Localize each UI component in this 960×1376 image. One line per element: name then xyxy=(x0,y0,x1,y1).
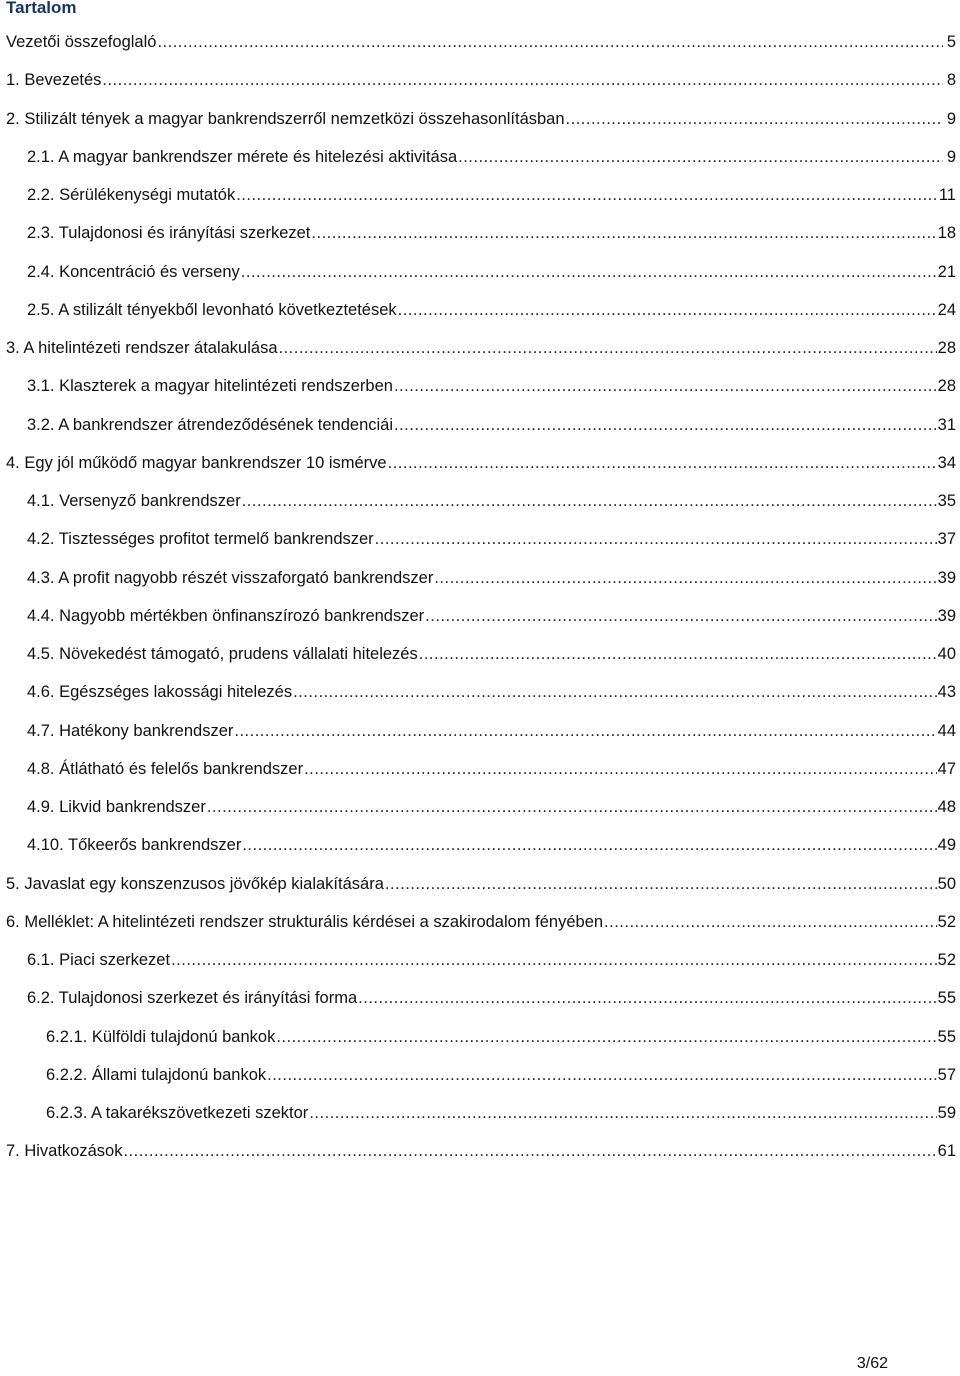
toc-entry-text: 4.5. Növekedést támogató, prudens vállalati hitelezés xyxy=(27,645,418,663)
toc-entry-page: 48 xyxy=(937,798,956,816)
toc-entry-text: 4.1. Versenyző bankrendszer xyxy=(27,492,241,510)
toc-entry-page: 35 xyxy=(937,492,956,510)
toc-entry-page: 11 xyxy=(938,186,956,204)
toc-entry-text: 4.6. Egészséges lakossági hitelezés xyxy=(27,683,293,702)
toc-dot-leader xyxy=(171,941,937,979)
toc-entry-text: 3.2. A bankrendszer átrendeződésének tendenciái xyxy=(27,415,394,434)
toc-entry[interactable] xyxy=(6,788,960,826)
toc-entry[interactable] xyxy=(6,214,960,252)
toc-entry-text: 3.1. Klaszterek a magyar hitelintézeti rendszerben xyxy=(27,377,393,396)
toc-entry-page: 43 xyxy=(937,683,956,702)
toc-entry[interactable] xyxy=(6,1094,960,1132)
toc-entry[interactable] xyxy=(6,367,960,405)
toc-dot-leader xyxy=(398,291,937,329)
toc-entry-page: 9 xyxy=(946,147,956,166)
toc-entry-page: 49 xyxy=(937,836,956,855)
toc-entry[interactable] xyxy=(6,253,960,291)
toc-entry-page: 28 xyxy=(937,339,956,357)
toc-entry-page: 34 xyxy=(937,453,956,472)
toc-dot-leader xyxy=(375,520,937,558)
toc-entry[interactable] xyxy=(6,329,960,367)
toc-entry-text: 4.2. Tisztességes profitot termelő bankrendszer xyxy=(27,530,374,549)
toc-entry-page: 44 xyxy=(937,721,956,740)
toc-entry-page: 37 xyxy=(937,530,956,549)
toc-entry[interactable] xyxy=(6,1056,960,1094)
toc-entry[interactable] xyxy=(6,597,960,635)
toc-entry-page: 40 xyxy=(937,645,956,663)
toc-entry[interactable] xyxy=(6,61,960,99)
toc-dot-leader xyxy=(394,406,937,444)
toc-entry-page: 28 xyxy=(937,377,956,396)
toc-entry[interactable] xyxy=(6,673,960,711)
toc-entry-page: 31 xyxy=(937,415,956,434)
toc-dot-leader xyxy=(385,865,937,903)
toc-dot-leader xyxy=(267,1056,937,1094)
toc-entry-page: 18 xyxy=(937,224,956,243)
toc-entry-page: 5 xyxy=(946,33,956,51)
toc-entry[interactable] xyxy=(6,520,960,558)
toc-dot-leader xyxy=(388,444,937,482)
toc-entry[interactable] xyxy=(6,176,960,214)
toc-entry-text: 2.5. A stilizált tényekből levonható következtetések xyxy=(27,300,397,319)
toc-entry-text: 6.2. Tulajdonosi szerkezet és irányítási forma xyxy=(27,989,358,1008)
toc-dot-leader xyxy=(394,367,937,405)
toc-dot-leader xyxy=(279,329,937,367)
toc-entry-text: 4. Egy jól működő magyar bankrendszer 10 ismérve xyxy=(6,453,387,472)
toc-entry-text: 2.4. Koncentráció és verseny xyxy=(27,262,240,281)
toc-entry-page: 61 xyxy=(937,1142,956,1161)
toc-entry-text: 3. A hitelintézeti rendszer átalakulása xyxy=(6,339,278,357)
toc-entry[interactable] xyxy=(6,482,960,520)
toc-entry[interactable] xyxy=(6,865,960,903)
toc-entry[interactable] xyxy=(6,941,960,979)
toc-entry[interactable] xyxy=(6,100,960,138)
toc-entry[interactable] xyxy=(6,826,960,864)
toc-entry-page: 55 xyxy=(937,989,956,1008)
toc-entry-text: 6.2.1. Külföldi tulajdonú bankok xyxy=(46,1027,276,1046)
toc-entry[interactable] xyxy=(6,1018,960,1056)
toc-entry-text: 4.7. Hatékony bankrendszer xyxy=(27,721,234,740)
toc-dot-leader xyxy=(604,903,937,941)
toc-entry-page: 47 xyxy=(937,759,956,778)
toc-entry-text: 4.9. Likvid bankrendszer xyxy=(27,798,206,816)
toc-entry[interactable] xyxy=(6,979,960,1017)
toc-entry-text: 6.2.2. Állami tulajdonú bankok xyxy=(46,1065,267,1084)
toc-entry[interactable] xyxy=(6,444,960,482)
toc-entry-text: 4.3. A profit nagyobb részét visszaforgató bankrendszer xyxy=(27,568,434,587)
toc-entry[interactable] xyxy=(6,559,960,597)
toc-entry[interactable] xyxy=(6,635,960,673)
toc-entry-page: 21 xyxy=(937,262,956,281)
toc-entry[interactable] xyxy=(6,903,960,941)
toc-dot-leader xyxy=(304,750,937,788)
toc-entry[interactable] xyxy=(6,406,960,444)
toc-dot-leader xyxy=(123,1132,936,1170)
toc-dot-leader xyxy=(309,1094,936,1132)
toc-dot-leader xyxy=(419,635,937,673)
toc-dot-leader xyxy=(311,214,936,252)
toc-entry-text: 2.2. Sérülékenységi mutatók xyxy=(27,186,236,204)
toc-entry[interactable] xyxy=(6,138,960,176)
toc-entry-text: 2.3. Tulajdonosi és irányítási szerkezet xyxy=(27,224,311,243)
toc-dot-leader xyxy=(157,23,943,61)
toc-entry-text: 2.1. A magyar bankrendszer mérete és hitelezési aktivitása xyxy=(27,147,458,166)
toc-dot-leader xyxy=(566,100,943,138)
toc-title: Tartalom xyxy=(6,0,77,17)
toc-entry-text: 1. Bevezetés xyxy=(6,71,102,90)
toc-dot-leader xyxy=(234,712,936,750)
toc-entry-page: 52 xyxy=(937,951,956,969)
toc-dot-leader xyxy=(242,482,937,520)
toc-dot-leader xyxy=(358,979,936,1017)
toc-entry-page: 9 xyxy=(946,109,956,128)
toc-entry-page: 24 xyxy=(937,300,956,319)
toc-entry[interactable] xyxy=(6,1132,960,1170)
toc-dot-leader xyxy=(293,673,937,711)
toc-entry-text: 2. Stilizált tények a magyar bankrendszerről nemzetközi összehasonlításban xyxy=(6,109,565,128)
toc-dot-leader xyxy=(241,253,937,291)
toc-entry-page: 8 xyxy=(946,71,956,90)
toc-entry-text: 5. Javaslat egy konszenzusos jövőkép kialakítására xyxy=(6,874,384,893)
toc-entry-text: 4.10. Tőkeerős bankrendszer xyxy=(27,836,242,855)
toc-dot-leader xyxy=(276,1018,936,1056)
toc-entry[interactable] xyxy=(6,291,960,329)
toc-dot-leader xyxy=(434,559,936,597)
toc-entry[interactable] xyxy=(6,23,960,61)
toc-entry-page: 39 xyxy=(937,606,956,625)
toc-entry-page: 52 xyxy=(937,912,956,931)
toc-dot-leader xyxy=(425,597,936,635)
toc-entry[interactable] xyxy=(6,712,960,750)
toc-entry-text: 6.2.3. A takarékszövetkezeti szektor xyxy=(46,1104,309,1122)
toc-entry-page: 55 xyxy=(937,1027,956,1046)
toc-entry-text: 4.8. Átlátható és felelős bankrendszer xyxy=(27,759,304,778)
toc-dot-leader xyxy=(102,61,943,99)
toc-dot-leader xyxy=(236,176,938,214)
toc-entry-page: 50 xyxy=(937,874,956,893)
toc-dot-leader xyxy=(458,138,943,176)
toc-entry-page: 59 xyxy=(937,1104,956,1122)
toc-dot-leader xyxy=(242,826,936,864)
page-number: 3/62 xyxy=(856,1355,888,1372)
toc-entry-page: 57 xyxy=(937,1065,956,1084)
toc-entry-text: Vezetői összefoglaló xyxy=(6,33,157,51)
toc-entry[interactable] xyxy=(6,750,960,788)
toc-entry-page: 39 xyxy=(937,568,956,587)
toc-entry-text: 6. Melléklet: A hitelintézeti rendszer strukturális kérdései a szakirodalom fényében xyxy=(6,912,604,931)
toc-entry-text: 7. Hivatkozások xyxy=(6,1142,123,1161)
toc-entry-text: 6.1. Piaci szerkezet xyxy=(27,951,171,969)
toc-dot-leader xyxy=(207,788,937,826)
toc-list xyxy=(6,23,960,1171)
toc-entry-text: 4.4. Nagyobb mértékben önfinanszírozó bankrendszer xyxy=(27,606,425,625)
